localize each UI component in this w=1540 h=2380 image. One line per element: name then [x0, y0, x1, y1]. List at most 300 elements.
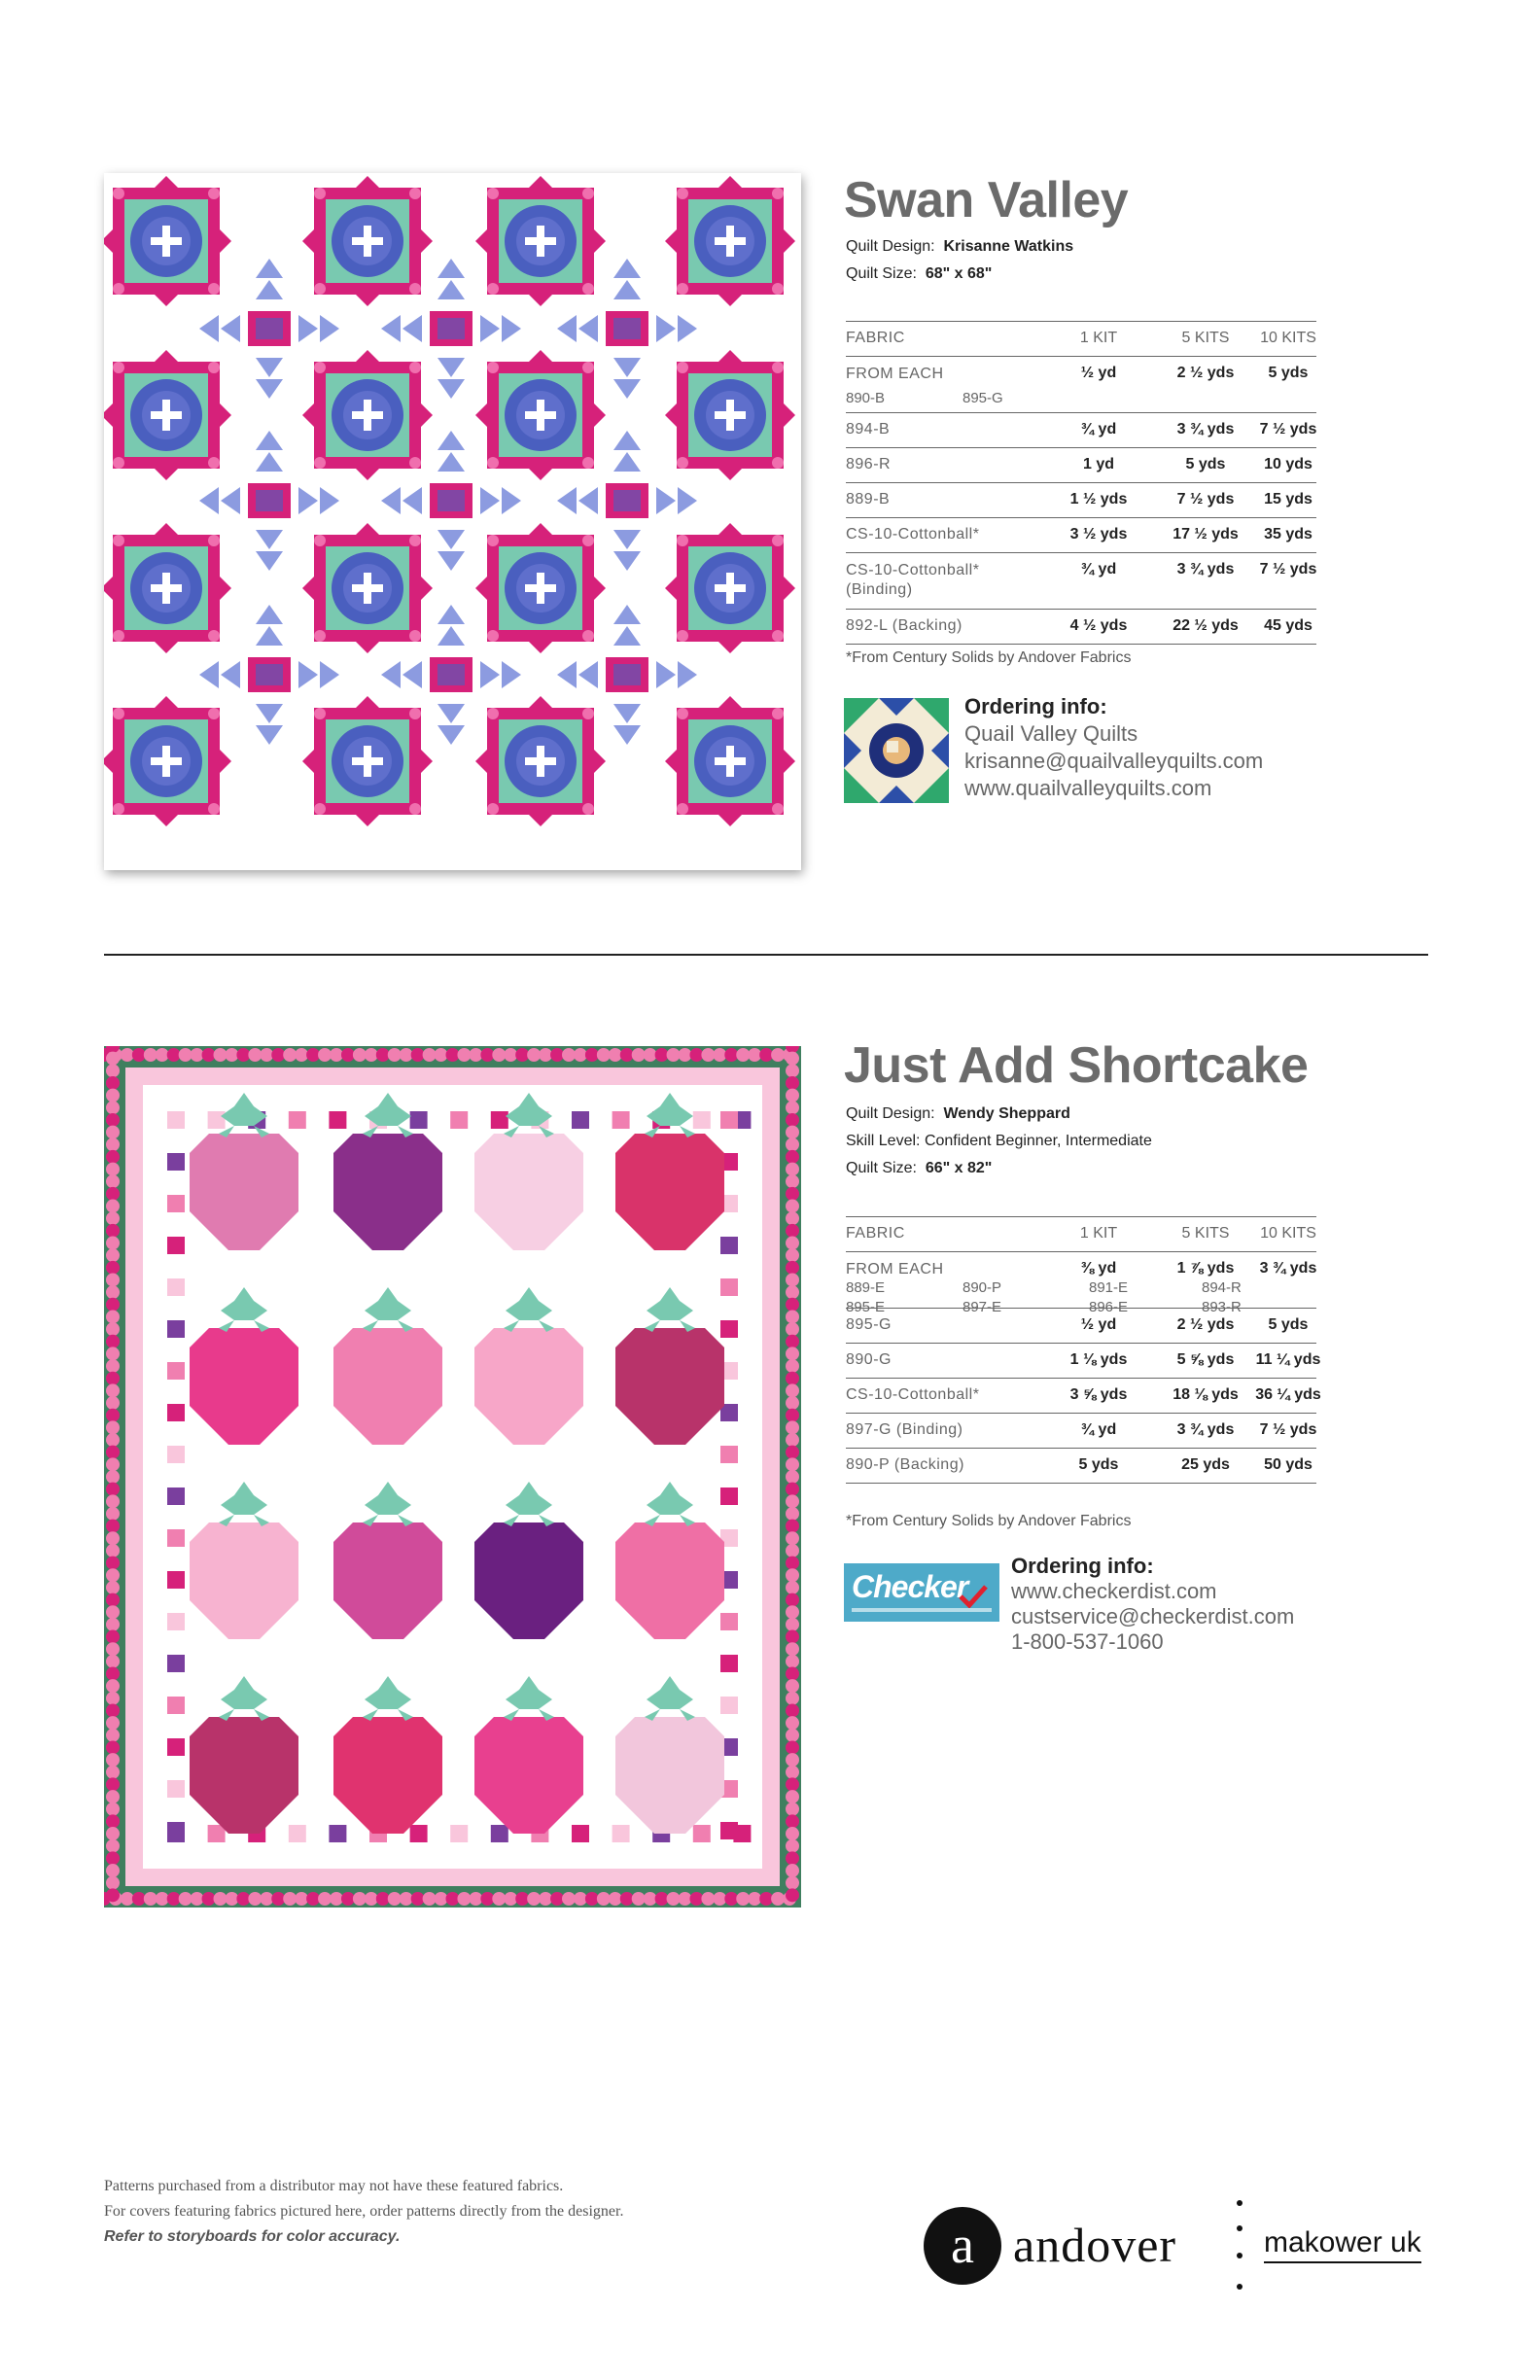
corner-flower [677, 362, 688, 373]
border-flower [632, 1892, 646, 1906]
yardage-cell: 10 yds [1264, 456, 1312, 472]
flying-geese [678, 315, 697, 342]
border-flower [225, 1048, 238, 1062]
flying-geese [480, 315, 500, 342]
border-flower [492, 1048, 506, 1062]
flower-block [302, 350, 433, 480]
yardage-cell: ¾ yd [1080, 1421, 1117, 1438]
border-flower [236, 1892, 250, 1906]
border-flower [121, 1892, 134, 1906]
border-flower [786, 1237, 799, 1250]
border-flower [786, 1211, 799, 1225]
corner-flower [208, 283, 220, 295]
border-flower [106, 1347, 120, 1360]
cornerstone-square [720, 1278, 738, 1296]
fabric-name: 896-R [846, 456, 892, 472]
border-flower [106, 1310, 120, 1323]
cross-horizontal [151, 411, 182, 419]
border-flower [423, 1048, 437, 1062]
cross-horizontal [352, 757, 383, 765]
column-header: 10 KITS [1260, 1225, 1316, 1242]
border-flower [191, 1048, 204, 1062]
corner-flower [113, 283, 124, 295]
border-flower [167, 1048, 181, 1062]
flying-geese [613, 626, 641, 646]
border-flower [786, 1248, 799, 1262]
cross-horizontal [151, 237, 182, 245]
ordering-website-link[interactable]: www.quailvalleyquilts.com [964, 776, 1212, 800]
cornerstone-square [720, 1237, 738, 1254]
yardage-cell: ⅜ yd [1080, 1260, 1117, 1277]
corner-flower [208, 188, 220, 199]
border-flower [786, 1520, 799, 1533]
cornerstone-square [167, 1111, 185, 1129]
border-flower [144, 1892, 158, 1906]
border-flower [679, 1048, 692, 1062]
flying-geese [438, 280, 465, 299]
corner-flower [314, 457, 326, 469]
footer-line-2: For covers featuring fabrics pictured here, order patterns directly from the designer. [104, 2203, 624, 2220]
corner-flower [677, 708, 688, 719]
yardage-cell: 15 yds [1264, 491, 1312, 508]
border-flower [701, 1892, 715, 1906]
border-flower [786, 1605, 799, 1619]
flying-geese [613, 431, 641, 450]
yardage-cell: 11 ¼ yds [1255, 1351, 1321, 1368]
connector-square-center [613, 490, 641, 511]
design-value: Krisanne Watkins [943, 238, 1074, 255]
cornerstone-square [208, 1111, 226, 1129]
flying-geese [502, 487, 521, 514]
table-row [846, 1449, 1316, 1484]
fabric-code: 896-E [1089, 1299, 1129, 1315]
border-flower [786, 1224, 799, 1238]
cornerstone-square [167, 1697, 185, 1714]
border-flower [202, 1892, 216, 1906]
yardage-cell: ½ yd [1080, 365, 1117, 381]
ordering-email-link[interactable]: custservice@checkerdist.com [1011, 1604, 1295, 1628]
border-flower [106, 1729, 120, 1742]
border-flower [106, 1740, 120, 1754]
fabric-code: 894-R [1202, 1279, 1242, 1296]
border-flower [644, 1048, 657, 1062]
cornerstone-square [720, 1446, 738, 1463]
border-flower [786, 1076, 799, 1090]
yardage-cell: 18 ⅛ yds [1172, 1386, 1239, 1403]
flying-geese [438, 452, 465, 472]
border-flower [400, 1892, 413, 1906]
border-flower [106, 1237, 120, 1250]
corner-flower [582, 188, 594, 199]
cross-horizontal [525, 584, 556, 592]
border-flower [271, 1048, 285, 1062]
ordering-website-link[interactable]: www.checkerdist.com [1011, 1579, 1217, 1603]
cross-horizontal [525, 757, 556, 765]
border-flower [106, 1531, 120, 1545]
column-header: 5 KITS [1181, 330, 1230, 346]
border-flower [585, 1048, 599, 1062]
border-flower [106, 1483, 120, 1496]
corner-flower [582, 283, 594, 295]
yardage-cell: 7 ½ yds [1259, 561, 1317, 578]
cornerstone-square [167, 1488, 185, 1505]
cornerstone-square [167, 1153, 185, 1171]
corner-flower [314, 188, 326, 199]
border-flower [786, 1827, 799, 1840]
ordering-email-link[interactable]: krisanne@quailvalleyquilts.com [964, 749, 1264, 773]
connector-square-center [438, 318, 465, 339]
flying-geese [613, 358, 641, 377]
border-flower [786, 1692, 799, 1705]
andover-wordmark: andover [1013, 2218, 1177, 2272]
checker-logo-text: Checker [852, 1569, 968, 1604]
border-flower [655, 1048, 669, 1062]
corner-flower [208, 708, 220, 719]
border-flower [191, 1892, 204, 1906]
flying-geese [402, 661, 422, 688]
border-flower [786, 1126, 799, 1139]
border-flower [550, 1892, 564, 1906]
border-flower [786, 1396, 799, 1410]
border-flower [144, 1048, 158, 1062]
flying-geese [256, 704, 283, 723]
border-flower [620, 1048, 634, 1062]
border-flower [106, 1457, 120, 1471]
border-flower [786, 1494, 799, 1508]
border-flower [527, 1048, 541, 1062]
border-flower [106, 1544, 120, 1558]
border-flower [106, 1396, 120, 1410]
border-flower [786, 1383, 799, 1397]
leaf-center [234, 1301, 254, 1320]
table-row [846, 1252, 1317, 1315]
border-flower [786, 1200, 799, 1213]
border-flower [106, 1187, 120, 1201]
flying-geese [320, 661, 339, 688]
border-flower [106, 1703, 120, 1717]
flying-geese [613, 704, 641, 723]
yardage-cell: 25 yds [1181, 1456, 1230, 1473]
border-flower [106, 1298, 120, 1312]
corner-flower [208, 457, 220, 469]
border-flower [341, 1048, 355, 1062]
flying-geese [256, 358, 283, 377]
border-flower [435, 1048, 448, 1062]
border-flower [330, 1892, 343, 1906]
border-flower [106, 1383, 120, 1397]
border-flower [748, 1892, 761, 1906]
border-flower [585, 1892, 599, 1906]
cross-horizontal [715, 411, 746, 419]
border-flower [667, 1892, 681, 1906]
column-header: 5 KITS [1181, 1225, 1230, 1242]
connector-square-center [256, 318, 283, 339]
border-flower [701, 1048, 715, 1062]
cross-horizontal [352, 411, 383, 419]
border-flower [106, 1101, 120, 1114]
border-flower [388, 1892, 402, 1906]
border-flower [480, 1892, 494, 1906]
border-flower [106, 1248, 120, 1262]
border-flower [786, 1298, 799, 1312]
border-flower [679, 1892, 692, 1906]
border-flower [786, 1531, 799, 1545]
border-flower [457, 1892, 471, 1906]
yardage-cell: ¾ yd [1080, 561, 1117, 578]
corner-flower [208, 535, 220, 546]
yardage-cell: 7 ½ yds [1176, 491, 1235, 508]
corner-flower [113, 362, 124, 373]
border-flower [106, 1211, 120, 1225]
border-flower [786, 1618, 799, 1631]
border-flower [106, 1679, 120, 1693]
flying-geese [578, 315, 598, 342]
border-flower [365, 1892, 378, 1906]
corner-flower [409, 188, 421, 199]
fabric-name: 892-L (Backing) [846, 617, 962, 634]
border-flower [480, 1048, 494, 1062]
border-flower [106, 1372, 120, 1385]
flying-geese [613, 379, 641, 399]
border-flower [786, 1814, 799, 1828]
flying-geese [656, 315, 676, 342]
border-flower [492, 1892, 506, 1906]
connector-square-center [613, 664, 641, 685]
border-flower [106, 1261, 120, 1275]
flying-geese [199, 315, 219, 342]
border-flower [786, 1174, 799, 1188]
border-flower [597, 1048, 611, 1062]
corner-flower [677, 188, 688, 199]
border-flower [132, 1048, 146, 1062]
border-flower [748, 1048, 761, 1062]
corner-flower [409, 457, 421, 469]
border-flower [667, 1048, 681, 1062]
flying-geese [298, 661, 318, 688]
flying-geese [578, 487, 598, 514]
border-flower [457, 1048, 471, 1062]
yardage-cell: 17 ½ yds [1172, 526, 1239, 542]
border-flower [689, 1892, 703, 1906]
flying-geese [199, 487, 219, 514]
flower-block [302, 523, 433, 653]
yardage-cell: 2 ½ yds [1176, 365, 1235, 381]
leaf-center [234, 1495, 254, 1515]
fabric-code: 895-G [962, 390, 1003, 406]
corner-flower [113, 708, 124, 719]
border-flower [106, 1089, 120, 1102]
border-flower [306, 1048, 320, 1062]
flying-geese [438, 551, 465, 571]
corner-flower [208, 362, 220, 373]
border-flower [736, 1892, 750, 1906]
shortcake-ordering-info [1011, 1554, 1294, 1655]
quail-valley-logo [844, 698, 949, 803]
design-label: Quilt Design: [846, 238, 935, 255]
border-flower [786, 1839, 799, 1853]
footer-line-1: Patterns purchased from a distributor may not have these featured fabrics. [104, 2178, 564, 2194]
border-flower [106, 1827, 120, 1840]
flying-geese [557, 487, 577, 514]
fabric-code: 893-R [1202, 1299, 1242, 1315]
border-flower [106, 1692, 120, 1705]
border-flower [330, 1048, 343, 1062]
border-flower [786, 1457, 799, 1471]
cross-horizontal [525, 237, 556, 245]
border-flower [655, 1892, 669, 1906]
border-flower [724, 1048, 738, 1062]
swan-valley-fabric-table [846, 321, 1316, 645]
table-row [846, 553, 1316, 610]
yardage-cell: 3 ¾ yds [1176, 1421, 1235, 1438]
border-flower [786, 1790, 799, 1803]
yardage-cell: 22 ½ yds [1172, 617, 1239, 634]
cornerstone-square [167, 1571, 185, 1589]
border-flower [786, 1372, 799, 1385]
corner-flower [772, 803, 784, 815]
corner-flower [772, 283, 784, 295]
flying-geese [402, 487, 422, 514]
fabric-code: 890-B [846, 390, 886, 406]
border-flower [446, 1048, 460, 1062]
cross-horizontal [715, 757, 746, 765]
border-flower [786, 1777, 799, 1791]
corner-flower [208, 803, 220, 815]
yardage-cell: ¾ yd [1080, 421, 1117, 438]
border-flower [271, 1892, 285, 1906]
leaf-center [519, 1495, 539, 1515]
cornerstone-square [491, 1111, 508, 1129]
fabric-name: CS-10-Cottonball* [846, 562, 980, 578]
border-flower [306, 1892, 320, 1906]
flying-geese [199, 661, 219, 688]
border-flower [620, 1892, 634, 1906]
border-flower [106, 1150, 120, 1164]
border-flower [786, 1433, 799, 1447]
table-row [846, 518, 1316, 553]
fabric-code: 897-E [962, 1299, 1002, 1315]
border-flower [786, 1064, 799, 1077]
border-flower [786, 1766, 799, 1779]
border-flower [167, 1892, 181, 1906]
cornerstone-square [572, 1111, 589, 1129]
border-flower [248, 1048, 262, 1062]
border-flower [786, 1851, 799, 1865]
leaf-center [378, 1495, 398, 1515]
border-flower [106, 1618, 120, 1631]
size-value: 66" x 82" [925, 1160, 993, 1176]
andover-logo [924, 2205, 1215, 2287]
border-flower [574, 1048, 587, 1062]
flying-geese [438, 704, 465, 723]
flying-geese [381, 661, 401, 688]
border-flower [786, 1655, 799, 1668]
border-flower [260, 1892, 273, 1906]
flying-geese [613, 551, 641, 571]
fabric-code: 890-P [962, 1279, 1002, 1296]
border-flower [214, 1048, 228, 1062]
cornerstone-square [167, 1237, 185, 1254]
border-flower [786, 1052, 799, 1066]
shortcake-note: *From Century Solids by Andover Fabrics [846, 1513, 1132, 1529]
footer-disclaimer [104, 2174, 623, 2250]
border-flower [106, 1851, 120, 1865]
yardage-cell: 7 ½ yds [1259, 1421, 1317, 1438]
flying-geese [613, 530, 641, 549]
ordering-phone: 1-800-537-1060 [1011, 1629, 1164, 1654]
flying-geese [480, 487, 500, 514]
flying-geese [438, 725, 465, 745]
border-flower [106, 1446, 120, 1459]
border-flower [106, 1581, 120, 1594]
checkmark-icon [959, 1585, 988, 1608]
cornerstone-square [167, 1195, 185, 1212]
cornerstone-square [167, 1529, 185, 1547]
swan-valley-title: Swan Valley [844, 172, 1129, 228]
border-flower [469, 1048, 482, 1062]
flying-geese [656, 487, 676, 514]
border-flower [156, 1892, 169, 1906]
table-row [846, 1379, 1321, 1414]
border-flower [609, 1048, 622, 1062]
border-flower [106, 1667, 120, 1681]
border-flower [786, 1642, 799, 1656]
corner-flower [314, 803, 326, 815]
border-flower [562, 1892, 576, 1906]
corner-flower [582, 630, 594, 642]
border-flower [786, 1138, 799, 1151]
flying-geese [256, 259, 283, 278]
corner-flower [113, 803, 124, 815]
cornerstone-square [289, 1825, 306, 1842]
table-row [846, 357, 1316, 413]
corner-flower [772, 630, 784, 642]
flying-geese [613, 280, 641, 299]
flower-block [665, 523, 795, 653]
flower-block [302, 176, 433, 306]
flower-block [475, 350, 606, 480]
flying-geese [381, 315, 401, 342]
design-value: Wendy Sheppard [943, 1105, 1070, 1122]
yardage-cell: 1 ½ yds [1069, 491, 1128, 508]
border-flower [759, 1892, 773, 1906]
border-flower [786, 1470, 799, 1484]
border-flower [786, 1568, 799, 1582]
flying-geese [298, 315, 318, 342]
table-row [846, 483, 1316, 518]
corner-flower [772, 708, 784, 719]
yardage-cell: 3 ¾ yds [1259, 1260, 1317, 1277]
border-flower [106, 1273, 120, 1286]
corner-flower [772, 457, 784, 469]
flying-geese [256, 452, 283, 472]
cornerstone-square [167, 1404, 185, 1421]
border-flower [562, 1048, 576, 1062]
border-flower [106, 1064, 120, 1077]
flower-block [475, 696, 606, 826]
border-flower [786, 1753, 799, 1767]
border-flower [106, 1605, 120, 1619]
border-flower [527, 1892, 541, 1906]
flying-geese [256, 626, 283, 646]
flying-geese [320, 315, 339, 342]
shortcake-title: Just Add Shortcake [844, 1037, 1309, 1094]
border-flower [515, 1892, 529, 1906]
cornerstone-square [720, 1697, 738, 1714]
table-row [846, 610, 1316, 645]
yardage-cell: 1 ⅛ yds [1069, 1351, 1128, 1368]
column-header: FABRIC [846, 330, 905, 346]
